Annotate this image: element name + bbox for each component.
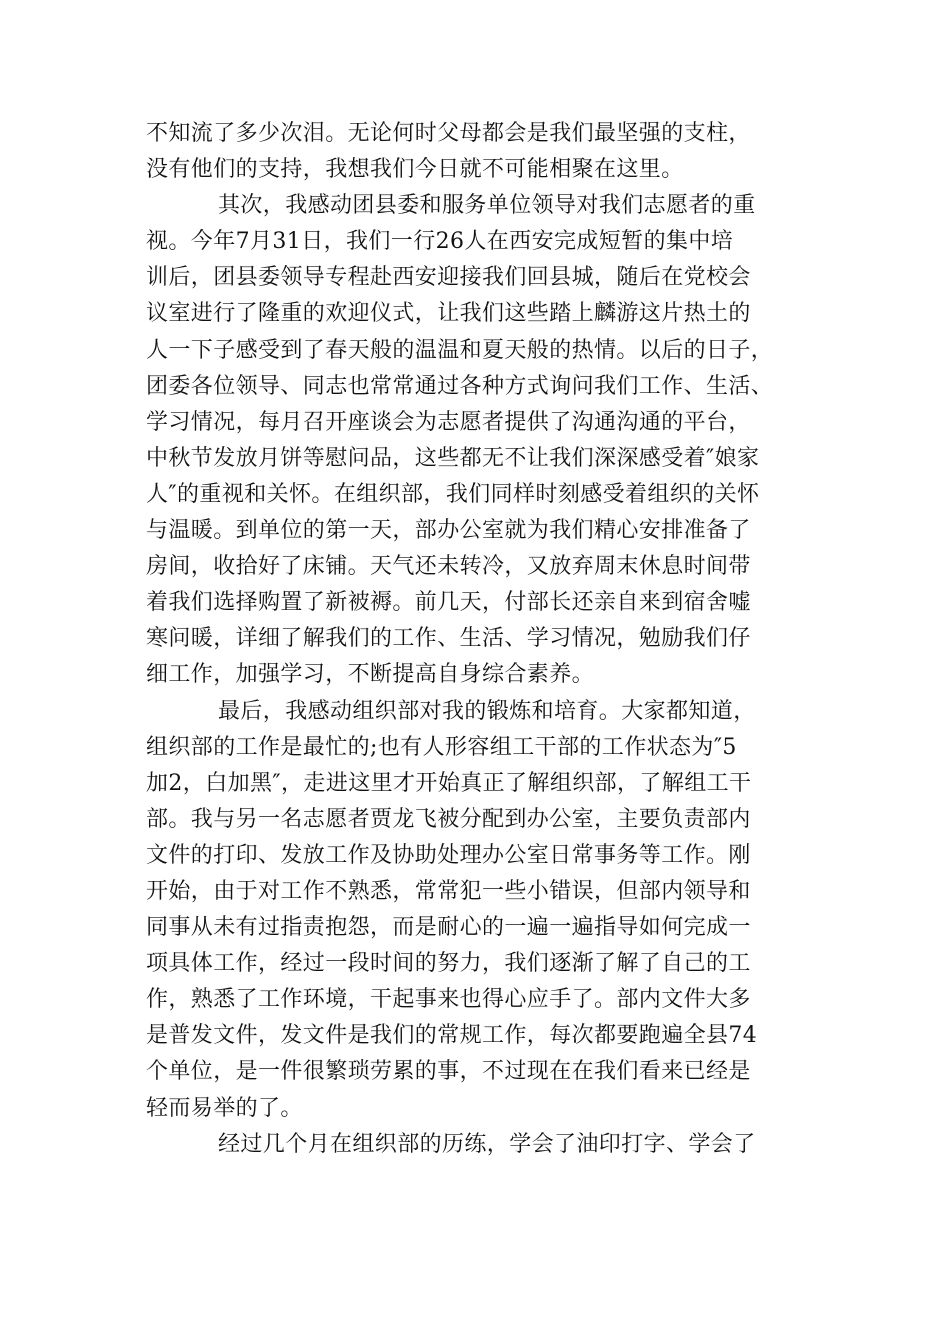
text-line: 加2，白加黑″，走进这里才开始真正了解组织部，了解组工干	[146, 770, 752, 796]
text-line: 中秋节发放月饼等慰问品，这些都无不让我们深深感受着″娘家	[146, 445, 760, 471]
text-line: 议室进行了隆重的欢迎仪式，让我们这些踏上麟游这片热土的	[146, 301, 751, 327]
text-line: 不知流了多少次泪。无论何时父母都会是我们最坚强的支柱，	[146, 121, 751, 146]
text-line: 学习情况，每月召开座谈会为志愿者提供了沟通沟通的平台，	[146, 409, 751, 435]
text-line: 寒问暖，详细了解我们的工作、生活、学习情况，勉励我们仔	[146, 626, 751, 652]
text-line: 着我们选择购置了新被褥。前几天，付部长还亲自来到宿舍嘘	[146, 590, 751, 616]
text-line: 其次，我感动团县委和服务单位领导对我们志愿者的重	[218, 193, 756, 219]
text-line: 经过几个月在组织部的历练，学会了油印打字、学会了	[218, 1131, 756, 1157]
text-line: 细工作，加强学习，不断提高自身综合素养。	[146, 662, 595, 688]
text-line: 房间，收拾好了床铺。天气还未转冷，又放弃周末休息时间带	[146, 554, 751, 580]
text-line: 作，熟悉了工作环境，干起事来也得心应手了。部内文件大多	[146, 987, 751, 1013]
text-line: 文件的打印、发放工作及协助处理办公室日常事务等工作。刚	[146, 842, 751, 868]
text-line: 训后，团县委领导专程赴西安迎接我们回县城，随后在党校会	[146, 265, 751, 291]
text-line: 团委各位领导、同志也常常通过各种方式询问我们工作、生活、	[146, 373, 774, 399]
text-line: 人一下子感受到了春天般的温温和夏天般的热情。以后的日子，	[146, 337, 774, 363]
text-line: 最后，我感动组织部对我的锻炼和培育。大家都知道，	[218, 698, 756, 724]
text-line: 是普发文件，发文件是我们的常规工作，每次都要跑遍全县74	[146, 1023, 758, 1049]
text-line: 人″的重视和关怀。在组织部，我们同样时刻感受着组织的关怀	[146, 481, 760, 507]
text-line: 与温暖。到单位的第一天，部办公室就为我们精心安排准备了	[146, 518, 751, 544]
text-line: 视。今年7月31日，我们一行26人在西安完成短暂的集中培	[146, 229, 734, 255]
text-line: 没有他们的支持，我想我们今日就不可能相聚在这里。	[146, 157, 684, 183]
text-line: 开始，由于对工作不熟悉，常常犯一些小错误，但部内领导和	[146, 878, 751, 904]
document-body	[146, 116, 806, 1163]
text-line: 同事从未有过指责抱怨，而是耐心的一遍一遍指导如何完成一	[146, 915, 751, 941]
text-line: 组织部的工作是最忙的;也有人形容组工干部的工作状态为″5	[146, 734, 737, 760]
text-line: 项具体工作，经过一段时间的努力，我们逐渐了解了自己的工	[146, 951, 751, 977]
text-line: 轻而易举的了。	[146, 1095, 303, 1121]
text-line: 部。我与另一名志愿者贾龙飞被分配到办公室，主要负责部内	[146, 806, 751, 832]
text-line: 个单位，是一件很繁琐劳累的事，不过现在在我们看来已经是	[146, 1059, 751, 1085]
